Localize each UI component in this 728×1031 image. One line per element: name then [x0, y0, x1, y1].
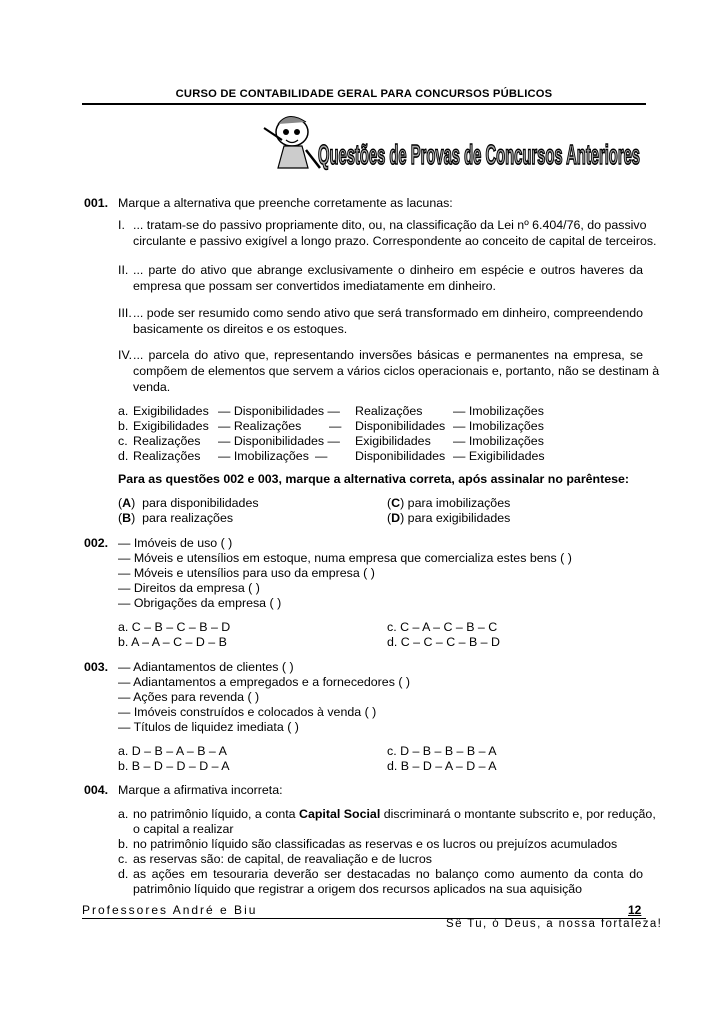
option-letter: b.: [118, 419, 129, 433]
list-item: — Móveis e utensílios em estoque, numa empresa que comercializa estes bens ( ): [118, 551, 572, 565]
item-number: IV.: [118, 348, 133, 362]
option-letter: c.: [118, 852, 128, 866]
list-item: — Móveis e utensílios para uso da empresa ( ): [118, 566, 375, 580]
option-col2: — Disponibilidades —: [218, 404, 340, 418]
legend-c: (C) para imobilizações: [387, 496, 511, 510]
option-col3: Disponibilidades: [355, 419, 446, 433]
list-item: — Adiantamentos a empregados e a fornecedores ( ): [118, 675, 411, 689]
banner-title: [316, 130, 646, 174]
answer-option: b. B – D – D – D – A: [118, 759, 230, 773]
answer-option: a. C – B – C – B – D: [118, 620, 231, 634]
option-dash: —: [329, 419, 342, 433]
item-number: II.: [118, 263, 129, 277]
option-letter: d.: [118, 867, 129, 881]
option-letter: b.: [118, 837, 129, 851]
option-col4: — Exigibilidades: [453, 449, 545, 463]
option-letter: a.: [118, 807, 129, 821]
option-text: no patrimônio líquido são classificadas as reservas e os lucros ou prejuízos acumulados: [133, 837, 618, 851]
page-number: 12: [628, 903, 642, 917]
question-number: 003.: [84, 660, 109, 674]
legend-b: (B) para realizações: [118, 511, 234, 525]
option-text: as reservas são: de capital, de reavaliação e de lucros: [133, 852, 432, 866]
list-item: — Imóveis de uso ( ): [118, 536, 233, 550]
option-col4: — Imobilizações: [453, 434, 544, 448]
option-col2: — Disponibilidades —: [218, 434, 340, 448]
option-letter: c.: [118, 434, 128, 448]
option-col1: Exigibilidades: [133, 419, 209, 433]
option-col3: Realizações: [355, 404, 423, 418]
option-col3: Exigibilidades: [355, 434, 431, 448]
item-text: ... tratam-se do passivo propriamente dito, ou, na classificação da Lei nº 6.404/76, do passivo: [133, 218, 647, 232]
item-number: III.: [118, 306, 132, 320]
page-header-title: CURSO DE CONTABILIDADE GERAL PARA CONCURSOS PÚBLICOS: [175, 88, 553, 100]
list-item: — Direitos da empresa ( ): [118, 581, 260, 595]
option-text: no patrimônio líquido, a conta Capital Social discriminará o montante subscrito e, por redução,: [133, 807, 656, 821]
answer-option: c. C – A – C – B – C: [387, 620, 498, 634]
svg-text:Questões de Provas de Concurso: Questões de Provas de Concursos Anteriores: [318, 139, 640, 170]
item-text: basicamente os direitos e os estoques.: [133, 322, 348, 336]
item-text: compõem de elementos que servem a vários ciclos operacionais e, portanto, não se destinam à: [133, 364, 660, 378]
question-number: 001.: [84, 196, 109, 210]
option-text: as ações em tesouraria deverão ser destacadas no balanço como aumento da conta do: [133, 867, 643, 881]
question-stem: Marque a alternativa que preenche corretamente as lacunas:: [118, 196, 453, 210]
answer-option: d. B – D – A – D – A: [387, 759, 497, 773]
item-text: ... pode ser resumido como sendo ativo que será transformado em dinheiro, compreendendo: [133, 306, 643, 320]
answer-option: b. A – A – C – D – B: [118, 635, 227, 649]
answer-option: a. D – B – A – B – A: [118, 744, 227, 758]
list-item: — Adiantamentos de clientes ( ): [118, 660, 294, 674]
question-number: 002.: [84, 536, 109, 550]
option-col1: Exigibilidades: [133, 404, 209, 418]
item-text: ... parcela do ativo que, representando inversões básicas e permanentes na empresa, se: [133, 348, 643, 362]
option-letter: a.: [118, 404, 129, 418]
mascot-illustration: [262, 110, 324, 178]
option-col4: — Imobilizações: [453, 404, 544, 418]
item-text: circulante e passivo exigível a longo prazo. Correspondente ao conceito de capital de terceiros.: [133, 234, 657, 248]
item-number: I.: [118, 218, 125, 232]
option-col3: Disponibilidades: [355, 449, 446, 463]
question-stem: Marque a afirmativa incorreta:: [118, 783, 283, 797]
item-text: empresa que possam ser convertidos imediatamente em dinheiro.: [133, 279, 496, 293]
option-col1: Realizações: [133, 449, 201, 463]
option-dash: —: [315, 449, 328, 463]
option-text: o capital a realizar: [133, 822, 234, 836]
footer-authors: Professores André e Biu: [82, 903, 258, 917]
list-item: — Obrigações da empresa ( ): [118, 596, 282, 610]
answer-option: d. C – C – C – B – D: [387, 635, 500, 649]
item-text: venda.: [133, 380, 171, 394]
option-col2: — Realizações: [218, 419, 302, 433]
question-number: 004.: [84, 783, 109, 797]
list-item: — Imóveis construídos e colocados à venda ( ): [118, 705, 377, 719]
legend-a: (A) para disponibilidades: [118, 496, 259, 510]
legend-d: (D) para exigibilidades: [387, 511, 511, 525]
option-col2: — Imobilizações: [218, 449, 309, 463]
list-item: — Ações para revenda ( ): [118, 690, 260, 704]
item-text: ... parte do ativo que abrange exclusivamente o dinheiro em espécie e outros haveres da: [133, 263, 643, 277]
option-text: patrimônio líquido que registrar a origem dos recursos aplicados na sua aquisição: [133, 882, 583, 896]
instruction-text: Para as questões 002 e 003, marque a alternativa correta, após assinalar no parêntese:: [118, 472, 630, 486]
option-letter: d.: [118, 449, 129, 463]
answer-option: c. D – B – B – B – A: [387, 744, 497, 758]
option-col1: Realizações: [133, 434, 201, 448]
list-item: — Títulos de liquidez imediata ( ): [118, 720, 299, 734]
header-rule: [82, 103, 646, 105]
footer-motto: Sê Tu, ó Deus, a nossa fortaleza!: [446, 918, 663, 930]
option-col4: — Imobilizações: [453, 419, 544, 433]
